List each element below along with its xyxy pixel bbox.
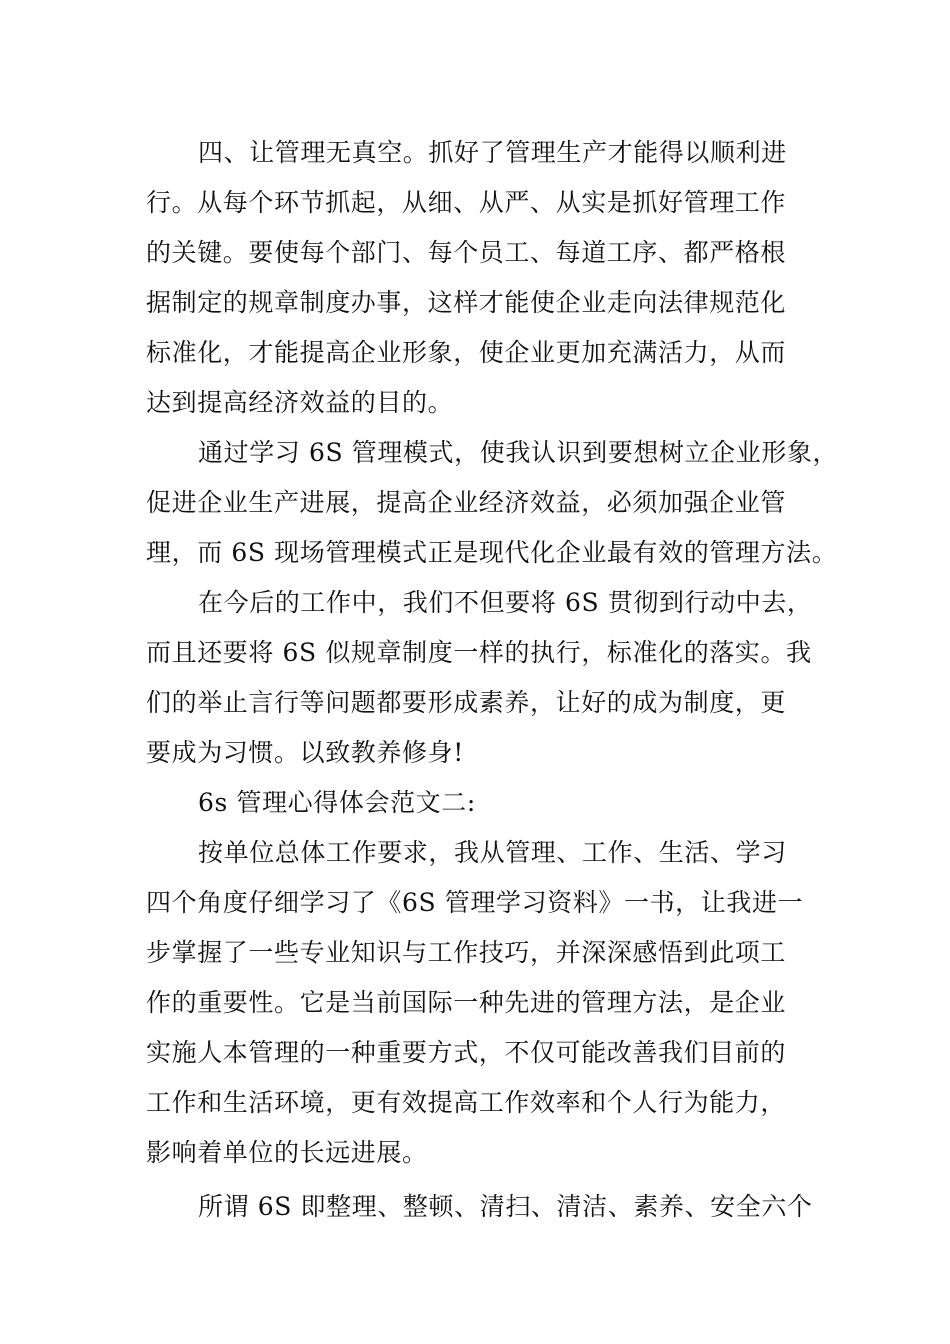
text-line: 步掌握了一些专业知识与工作技巧，并深深感悟到此项工 xyxy=(146,938,787,967)
text-line: 影响着单位的长远进展。 xyxy=(146,1138,428,1167)
text-line: 所谓 6S 即整理、整顿、清扫、清洁、素养、安全六个 xyxy=(198,1192,813,1221)
text-line: 的关键。要使每个部门、每个员工、每道工序、都严格根 xyxy=(146,238,787,267)
text-line: 而且还要将 6S 似规章制度一样的执行，标准化的落实。我 xyxy=(146,638,812,667)
text-line: 在今后的工作中，我们不但要将 6S 贯彻到行动中去， xyxy=(198,588,813,617)
text-line: 四个角度仔细学习了《6S 管理学习资料》一书，让我进一 xyxy=(146,888,804,917)
section-heading: 6s 管理心得体会范文二: xyxy=(198,788,476,817)
text-line: 行。从每个环节抓起，从细、从严、从实是抓好管理工作 xyxy=(146,188,787,217)
text-line: 据制定的规章制度办事，这样才能使企业走向法律规范化 xyxy=(146,288,787,317)
text-line: 要成为习惯。以致教养修身! xyxy=(146,738,464,767)
text-line: 标准化，才能提高企业形象，使企业更加充满活力，从而 xyxy=(146,338,787,367)
text-line: 达到提高经济效益的目的。 xyxy=(146,388,454,417)
text-line: 促进企业生产进展，提高企业经济效益，必须加强企业管 xyxy=(146,488,787,517)
text-line: 工作和生活环境，更有效提高工作效率和个人行为能力， xyxy=(146,1088,787,1117)
text-line: 理，而 6S 现场管理模式正是现代化企业最有效的管理方法。 xyxy=(146,538,838,567)
text-line: 通过学习 6S 管理模式，使我认识到要想树立企业形象， xyxy=(198,438,839,467)
text-line: 四、让管理无真空。抓好了管理生产才能得以顺利进 xyxy=(198,138,787,167)
text-line: 按单位总体工作要求，我从管理、工作、生活、学习 xyxy=(198,838,787,867)
document-page xyxy=(146,128,839,1232)
text-line: 作的重要性。它是当前国际一种先进的管理方法，是企业 xyxy=(146,988,787,1017)
text-line: 们的举止言行等问题都要形成素养，让好的成为制度，更 xyxy=(146,688,787,717)
text-line: 实施人本管理的一种重要方式，不仅可能改善我们目前的 xyxy=(146,1038,787,1067)
